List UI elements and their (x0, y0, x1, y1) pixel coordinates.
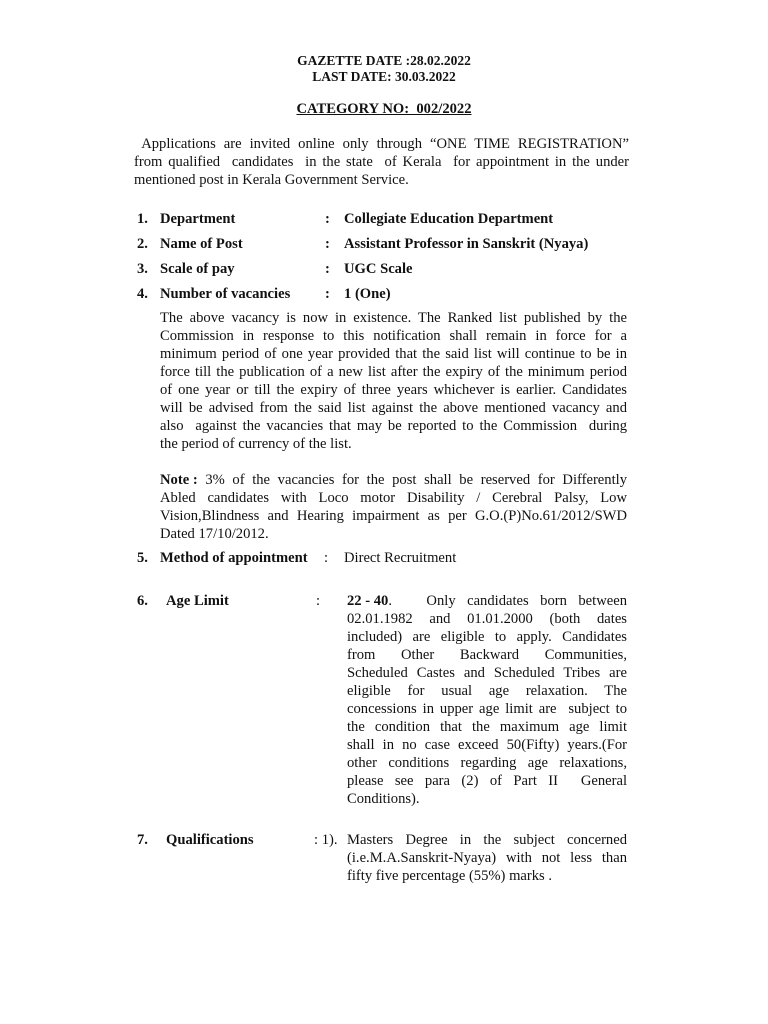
age-first-line (347, 592, 627, 610)
item-value: 1 (One) (344, 286, 391, 302)
age-range: 22 - 40 (347, 593, 389, 609)
paragraph-line: the period of currency of the list. (160, 436, 352, 452)
category-number: CATEGORY NO: 002/2022 (296, 101, 472, 117)
age-line: other conditions regarding age relaxations, (347, 755, 627, 771)
paragraph-line: The above vacancy is now in existence. The Ranked list published by the (160, 310, 627, 326)
age-line: 02.01.1982 and 01.01.2000 (both dates (347, 611, 627, 627)
item-value: UGC Scale (344, 261, 413, 277)
item-number: 7. (137, 832, 148, 848)
item-number: 5. (137, 550, 148, 566)
intro-line: Applications are invited online only through “ONE TIME REGISTRATION” (134, 136, 629, 152)
gazette-date: GAZETTE DATE :28.02.2022 (297, 53, 471, 68)
item-colon: : (325, 261, 330, 277)
note-text: 3% of the vacancies for the post shall be reserved for Differently (197, 472, 627, 488)
item-value: Assistant Professor in Sanskrit (Nyaya) (344, 236, 589, 252)
intro-line: from qualified candidates in the state of Kerala for appointment in the under (134, 154, 629, 170)
item-label: Qualifications (166, 832, 254, 848)
paragraph-line: will be advised from the said list against the above mentioned vacancy and (160, 400, 627, 416)
item-label: Age Limit (166, 593, 229, 609)
paragraph-line: also against the vacancies that may be reported to the Commission during (160, 418, 627, 434)
age-line: Conditions). (347, 791, 420, 807)
qualification-line: (i.e.M.A.Sanskrit-Nyaya) with not less than (347, 850, 627, 866)
age-text: . Only candidates born between (388, 593, 627, 609)
age-line: eligible for usual age relaxation. The (347, 683, 627, 699)
item-colon: : (324, 550, 329, 566)
item-colon: : (325, 236, 330, 252)
item-label: Scale of pay (160, 261, 235, 277)
age-line: from Other Backward Communities, (347, 647, 627, 663)
item-label: Name of Post (160, 236, 243, 252)
item-number: 4. (137, 286, 148, 302)
paragraph-line: minimum period of one year provided that the said list will continue to be in (160, 346, 627, 362)
note-first-line (160, 471, 627, 489)
note-line: Dated 17/10/2012. (160, 526, 269, 542)
item-label: Method of appointment (160, 550, 308, 566)
item-number: 3. (137, 261, 148, 277)
item-label: Department (160, 211, 236, 227)
item-number: 2. (137, 236, 148, 252)
note-line: Abled candidates with Loco motor Disability / Cerebral Palsy, Low (160, 490, 627, 506)
paragraph-line: of one year or till the expiry of three years whichever is earlier. Candidates (160, 382, 627, 398)
item-label: Number of vacancies (160, 286, 291, 302)
item-colon: : (325, 286, 330, 302)
item-number: 1. (137, 211, 148, 227)
age-line: concessions in upper age limit are subject to (347, 701, 627, 717)
intro-line: mentioned post in Kerala Government Service. (134, 172, 409, 188)
note-label: Note : (160, 472, 198, 488)
age-line: shall in no case exceed 50(Fifty) years.(For (347, 737, 627, 753)
age-line: Scheduled Castes and Scheduled Tribes are (347, 665, 627, 681)
age-line: please see para (2) of Part II General (347, 773, 627, 789)
item-colon: : 1). (314, 832, 338, 848)
paragraph-line: force till the publication of a new list after the expiry of the minimum period (160, 364, 627, 380)
paragraph-line: Commission in response to this notification shall remain in force for a (160, 328, 627, 344)
item-colon: : (316, 593, 321, 609)
age-line: the condition that the maximum age limit (347, 719, 627, 735)
note-line: Vision,Blindness and Hearing impairment as per G.O.(P)No.61/2012/SWD (160, 508, 627, 524)
item-number: 6. (137, 593, 148, 609)
item-value: Direct Recruitment (344, 550, 457, 566)
qualification-line: Masters Degree in the subject concerned (347, 832, 627, 848)
age-line: included) are eligible to apply. Candidates (347, 629, 627, 645)
last-date: LAST DATE: 30.03.2022 (312, 69, 456, 84)
item-value: Collegiate Education Department (344, 211, 554, 227)
qualification-line: fifty five percentage (55%) marks . (347, 868, 553, 884)
item-colon: : (325, 211, 330, 227)
